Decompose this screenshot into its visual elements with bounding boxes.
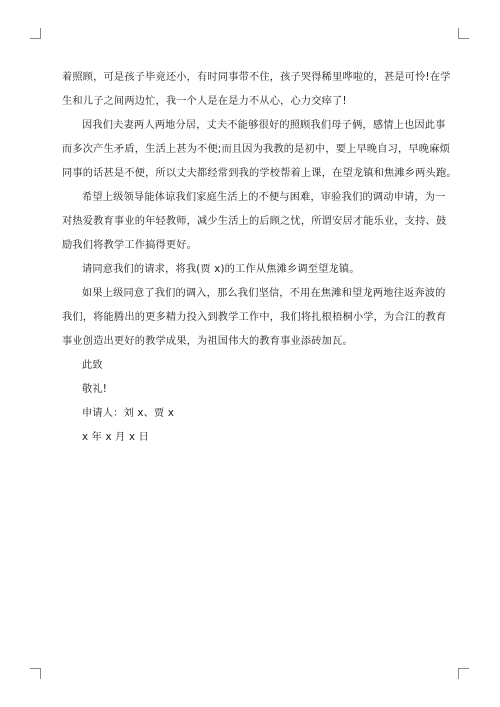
text-line: 同事的话甚是不便，所以丈夫都经常到我的学校帮着上课，在望龙镇和焦滩乡两头跑。 [62,168,457,179]
crop-mark-bottom-left [30,668,41,679]
paragraph [62,114,457,186]
text-line: 事业创造出更好的教学成果，为祖国伟大的教育事业添砖加瓦。 [62,336,353,347]
text-line: 生和儿子之间两边忙，我一个人是在是力不从心，心力交瘁了! [62,96,347,107]
text-line: 而多次产生矛盾，生活上甚为不便;而且因为我教的是初中，要上早晚自习，早晚麻烦 [62,144,450,155]
paragraph [62,186,447,258]
closing-line: 此致 [82,360,103,371]
document-body [62,66,457,450]
paragraph [62,282,447,354]
text-line: 请同意我们的请求，将我(贾 x)的工作从焦滩乡调至望龙镇。 [82,264,360,275]
paragraph [62,66,451,114]
text-line: 对热爱教育事业的年轻教师，减少生活上的后顾之忧，所谓安居才能乐业，支持、鼓 [62,216,447,227]
salute-line: 敬礼! [82,384,108,395]
crop-mark-top-right [458,28,469,39]
text-line: 着照顾，可是孩子毕竟还小，有时同事带不住，孩子哭得稀里哗啦的，甚是可怜!在学 [62,72,451,83]
paragraph [62,258,440,282]
text-line: 希望上级领导能体谅我们家庭生活上的不便与困难，审验我们的调动申请，为一 [82,192,446,203]
text-line: 如果上级同意了我们的调入，那么我们坚信，不用在焦滩和望龙两地往返奔波的 [82,288,446,299]
text-line: 励我们将教学工作搞得更好。 [62,240,198,251]
crop-mark-top-left [30,28,41,39]
applicant-line: 申请人：刘 x、贾 x [82,408,175,419]
text-line: 我们，将能腾出的更多精力投入到教学工作中，我们将扎根梧桐小学，为合江的教育 [62,312,447,323]
crop-mark-bottom-right [458,668,469,679]
date-line: x 年 x 月 x 日 [82,432,150,443]
text-line: 因我们夫妻两人两地分居，丈夫不能够很好的照顾我们母子俩，感情上也因此事 [82,120,446,131]
